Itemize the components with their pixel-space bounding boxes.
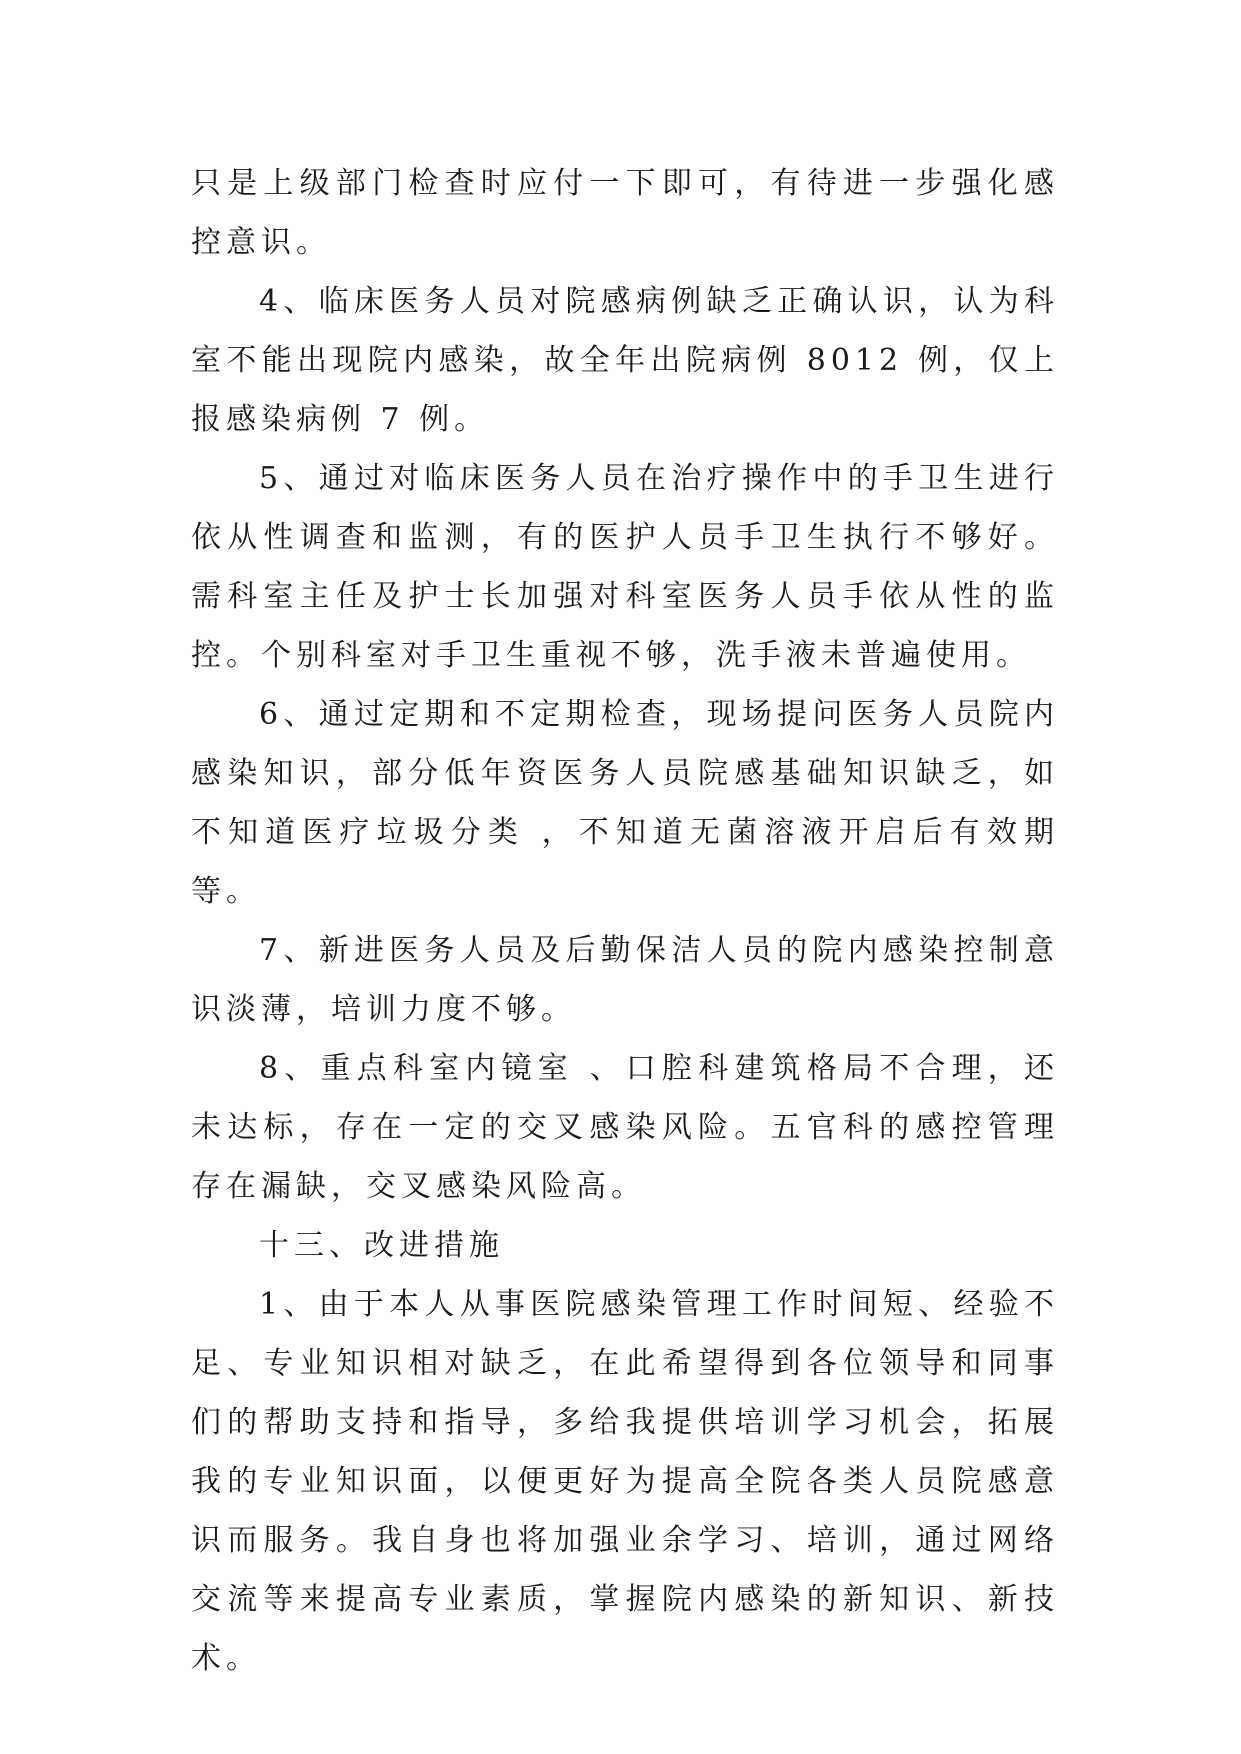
paragraph-measure-1: 1、由于本人从事医院感染管理工作时间短、经验不足、专业知识相对缺乏，在此希望得到各位领导和同事们的帮助支持和指导，多给我提供培训学习机会，拓展我的专业知识面，以便更好为提高全院各类人员院感意识而服务。我自身也将加强业余学习、培训，通过网络交流等来提高专业素质，掌握院内感染的新知识、新技术。	[191, 1287, 1059, 1676]
paragraph-item-5: 5、通过对临床医务人员在治疗操作中的手卫生进行依从性调查和监测，有的医护人员手卫生执行不够好。需科室主任及护士长加强对科室医务人员手依从性的监控。个别科室对手卫生重视不够，洗手液未普遍使用。	[191, 461, 1059, 673]
paragraph-continuation: 只是上级部门检查时应付一下即可，有待进一步强化感控意识。	[191, 166, 1059, 260]
paragraph-item-7: 7、新进医务人员及后勤保洁人员的院内感染控制意识淡薄，培训力度不够。	[191, 933, 1059, 1027]
paragraph-item-8: 8、重点科室内镜室 、口腔科建筑格局不合理，还未达标，存在一定的交叉感染风险。五官科的感控管理存在漏缺，交叉感染风险高。	[191, 1051, 1059, 1204]
paragraph-item-6: 6、通过定期和不定期检查，现场提问医务人员院内感染知识，部分低年资医务人员院感基础知识缺乏，如不知道医疗垃圾分类 ，不知道无菌溶液开启后有效期等。	[191, 697, 1059, 909]
paragraph-item-4: 4、临床医务人员对院感病例缺乏正确认识，认为科室不能出现院内感染，故全年出院病例 8012 例，仅上报感染病例 7 例。	[191, 284, 1059, 437]
document-body	[191, 154, 1059, 1688]
section-heading: 十三、改进措施	[259, 1228, 504, 1263]
